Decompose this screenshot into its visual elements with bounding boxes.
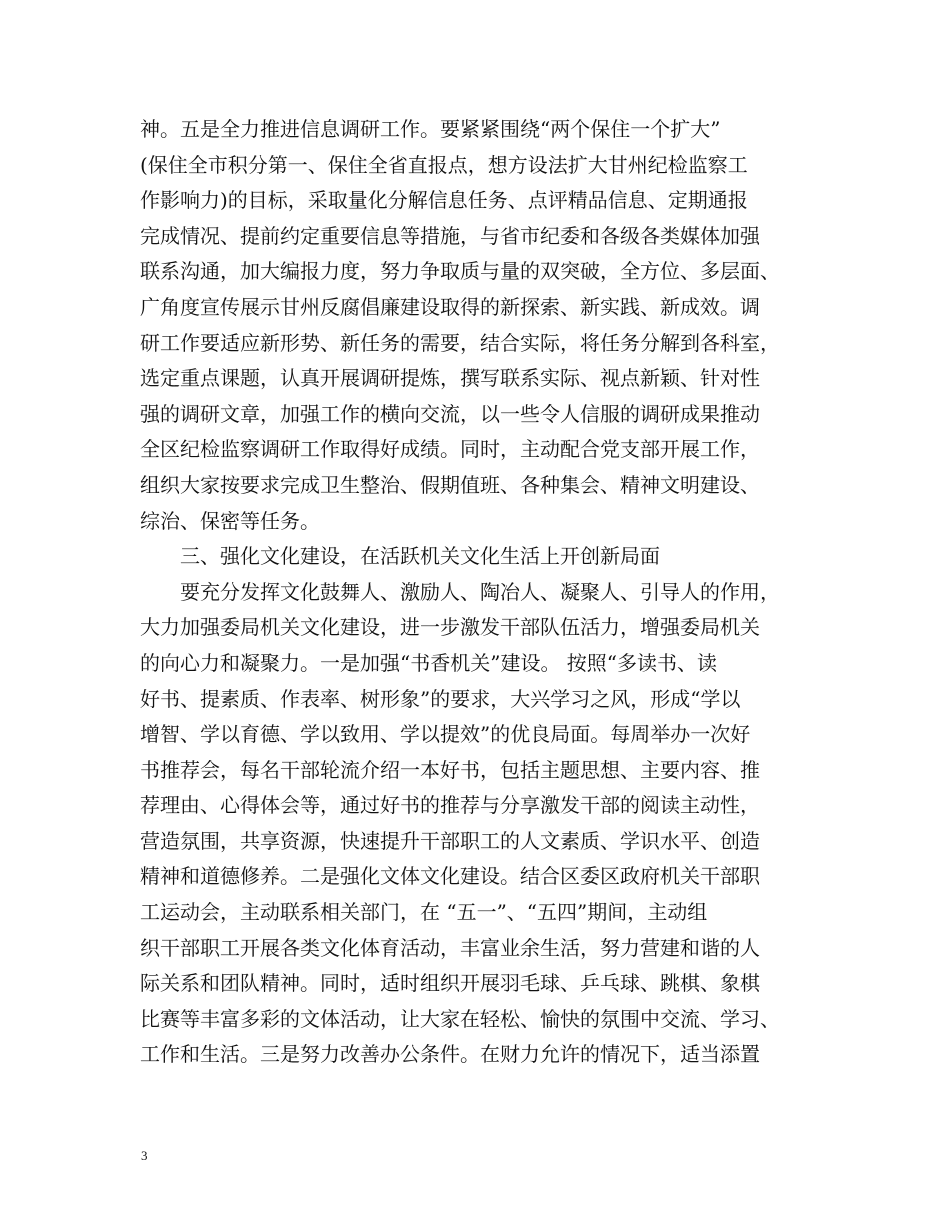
text-line: 增智、学以育德、学以致用、学以提效”的优良局面。每周举办一次好 (140, 722, 751, 747)
text-line: 综治、保密等任务。 (140, 508, 320, 533)
text-line: 选定重点课题，认真开展调研提炼，撰写联系实际、视点新颖、针对性 (140, 366, 760, 391)
text-line: 广角度宣传展示甘州反腐倡廉建设取得的新探索、新实践、新成效。调 (140, 294, 760, 319)
page-number: 3 (141, 1148, 148, 1163)
body-text (140, 112, 820, 1073)
text-line: 作影响力)的目标，采取量化分解信息任务、点评精品信息、定期通报 (140, 188, 748, 213)
text-line: 比赛等丰富多彩的文体活动，让大家在轻松、愉快的氛围中交流、学习、 (140, 1006, 780, 1031)
text-line: 书推荐会，每名干部轮流介绍一本好书，包括主题思想、主要内容、推 (140, 757, 760, 782)
text-line: 三、强化文化建设，在活跃机关文化生活上开创新局面 (140, 544, 660, 569)
text-line: 营造氛围，共享资源，快速提升干部职工的人文素质、学识水平、创造 (140, 828, 760, 853)
text-line: 全区纪检监察调研工作取得好成绩。同时，主动配合党支部开展工作， (140, 437, 760, 462)
text-line: (保住全市积分第一、保住全省直报点，想方设法扩大甘州纪检监察工 (140, 152, 748, 177)
text-line: 研工作要适应新形势、新任务的需要，结合实际，将任务分解到各科室， (140, 330, 780, 355)
text-line: 工作和生活。三是努力改善办公条件。在财力允许的情况下，适当添置 (140, 1042, 760, 1067)
text-line: 强的调研文章，加强工作的横向交流，以一些令人信服的调研成果推动 (140, 401, 760, 426)
text-line: 联系沟通，加大编报力度，努力争取质与量的双突破，全方位、多层面、 (140, 259, 780, 284)
text-line: 工运动会，主动联系相关部门，在 “五一”、“五四”期间，主动组 (140, 900, 708, 925)
text-line: 织干部职工开展各类文化体育活动，丰富业余生活，努力营建和谐的人 (140, 935, 760, 960)
text-line: 要充分发挥文化鼓舞人、激励人、陶冶人、凝聚人、引导人的作用， (140, 579, 780, 604)
text-line: 的向心力和凝聚力。一是加强“书香机关”建设。 按照“多读书、读 (140, 650, 718, 675)
text-line: 荐理由、心得体会等，通过好书的推荐与分享激发干部的阅读主动性， (140, 793, 760, 818)
text-line: 好书、提素质、作表率、树形象”的要求，大兴学习之风，形成“学以 (140, 686, 741, 711)
text-line: 神。五是全力推进信息调研工作。要紧紧围绕“两个保住一个扩大” (140, 117, 721, 141)
text-line: 组织大家按要求完成卫生整治、假期值班、各种集会、精神文明建设、 (140, 472, 760, 497)
text-line: 精神和道德修养。二是强化文体文化建设。结合区委区政府机关干部职 (140, 864, 760, 889)
text-line: 际关系和团队精神。同时，适时组织开展羽毛球、乒乓球、跳棋、象棋 (140, 971, 760, 996)
text-line: 大力加强委局机关文化建设，进一步激发干部队伍活力，增强委局机关 (140, 615, 760, 640)
text-line: 完成情况、提前约定重要信息等措施，与省市纪委和各级各类媒体加强 (140, 223, 760, 248)
